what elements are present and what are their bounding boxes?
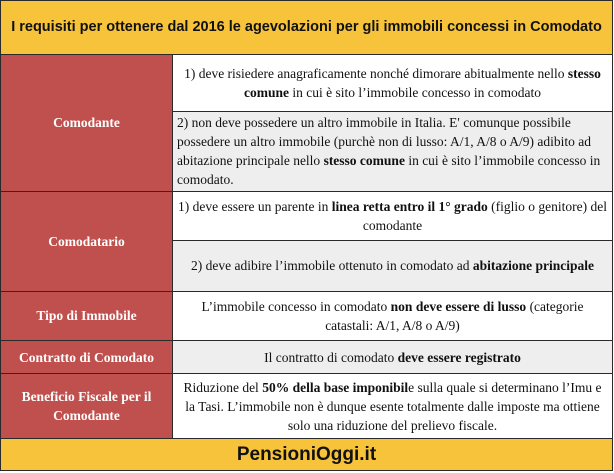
label-beneficio: Beneficio Fiscale per il Comodante: [1, 374, 173, 439]
footer-brand-text: PensioniOggi.it: [236, 444, 377, 466]
table-row: [1, 55, 613, 112]
value-tipo-immobile: L’immobile concesso in comodato non deve essere di lusso (categorie catastali: A/1, A/8 o A/9): [173, 291, 613, 341]
table-row: [1, 191, 613, 240]
label-comodante: Comodante: [1, 55, 173, 192]
table-title: [1, 1, 613, 55]
label-tipo-immobile: Tipo di Immobile: [1, 291, 173, 341]
label-comodatario: Comodatario: [1, 191, 173, 291]
table-title-text: I requisiti per ottenere dal 2016 le agevolazioni per gli immobili concessi in Comodato: [11, 19, 602, 36]
table-row: [1, 341, 613, 374]
value-comodante-2: 2) non deve possedere un altro immobile in Italia. E' comunque possibile possedere un altro immobile (purchè non di lusso: A/1, A/8 o A/9) adibito ad abitazione principale nello stesso comune in cui è sito l’immobile concesso in comodato.: [173, 112, 613, 192]
value-contratto: Il contratto di comodato deve essere registrato: [173, 341, 613, 374]
label-contratto: Contratto di Comodato: [1, 341, 173, 374]
value-comodante-1: 1) deve risiedere anagraficamente nonché dimorare abitualmente nello stesso comune in cui è sito l’immobile concesso in comodato: [173, 55, 613, 112]
footer-brand: [1, 439, 613, 471]
value-comodatario-1: 1) deve essere un parente in linea retta entro il 1° grado (figlio o genitore) del comodante: [173, 191, 613, 240]
table-row: [1, 374, 613, 439]
table-row: [1, 291, 613, 341]
value-beneficio: Riduzione del 50% della base imponibile sulla quale si determinano l’Imu e la Tasi. L’immobile non è dunque esente totalmente dalle imposte ma ottiene solo una riduzione del prelievo fiscale.: [173, 374, 613, 439]
value-comodatario-2: 2) deve adibire l’immobile ottenuto in comodato ad abitazione principale: [173, 240, 613, 291]
